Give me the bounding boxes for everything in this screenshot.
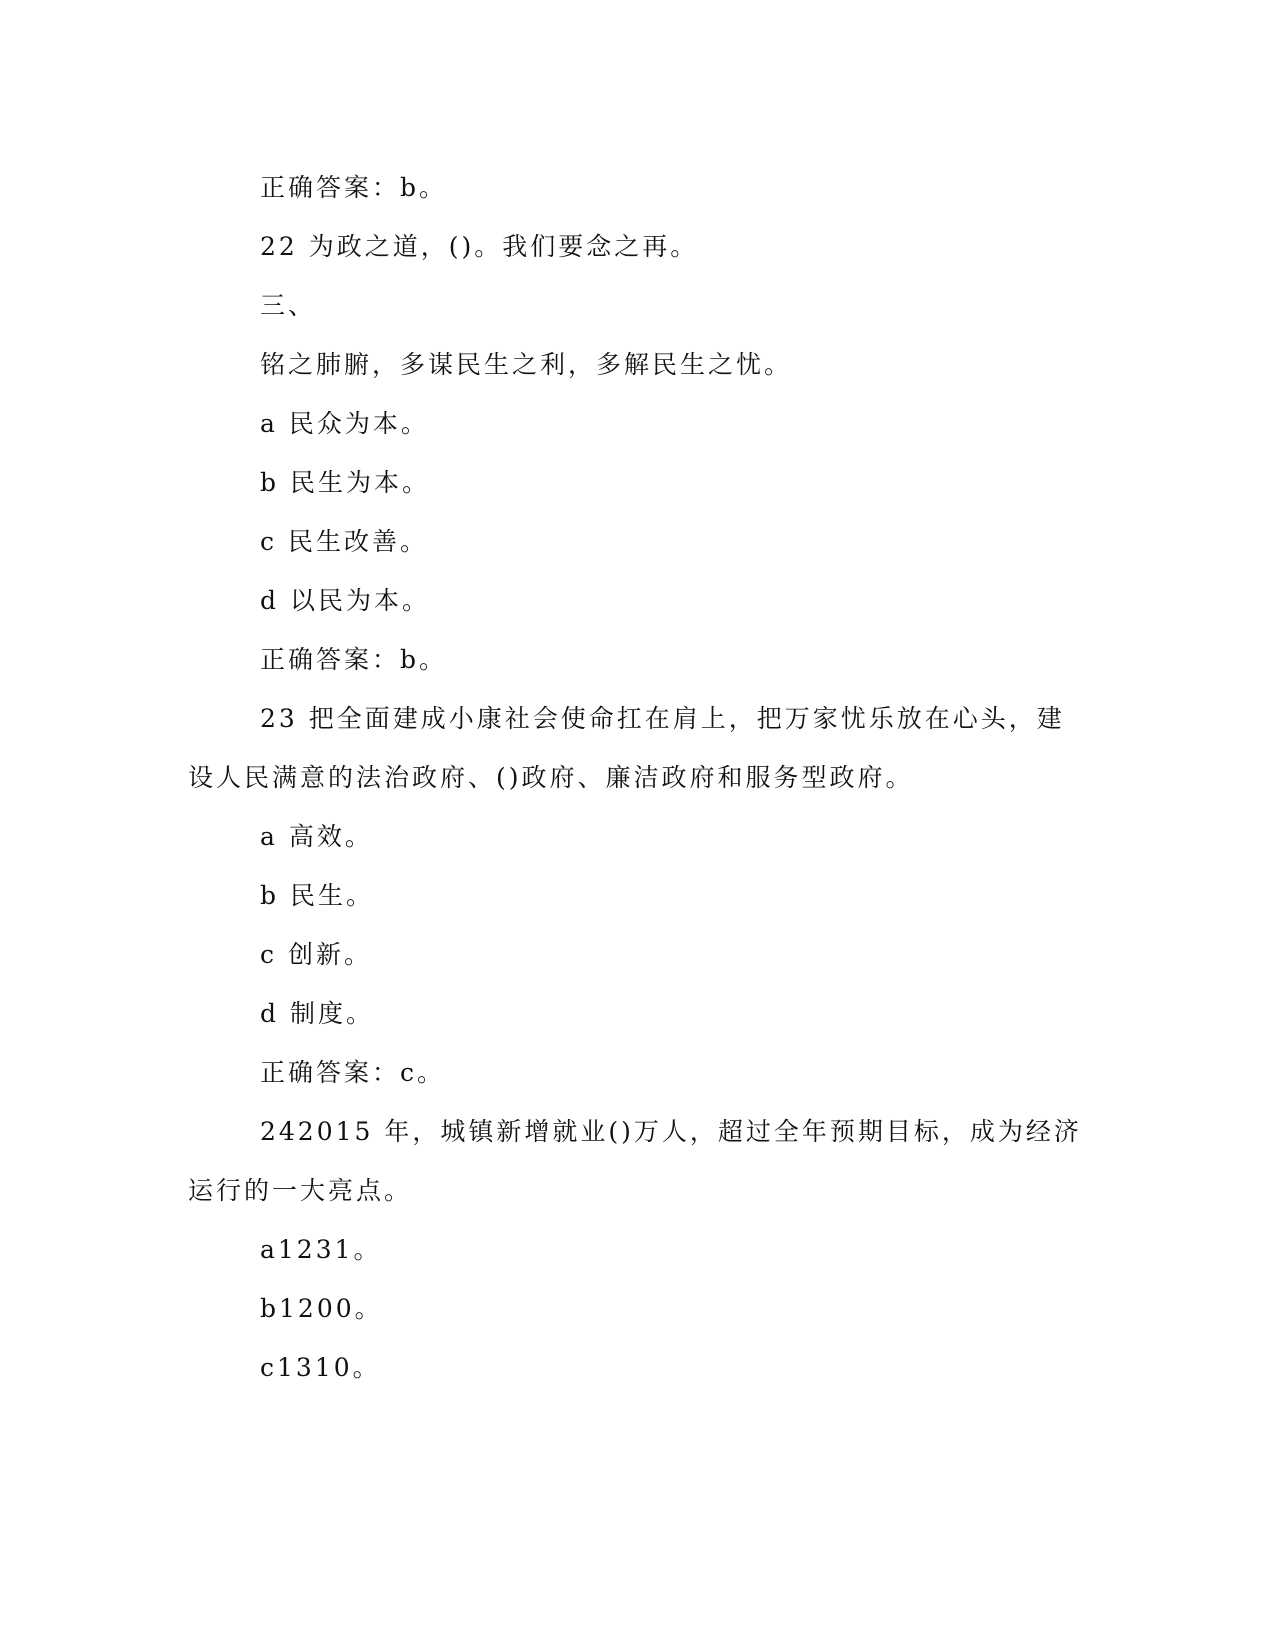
option-d: d 以民为本。 — [260, 586, 430, 615]
question-23-continuation: 设人民满意的法治政府、()政府、廉洁政府和服务型政府。 — [188, 763, 914, 792]
option-c: c 创新。 — [260, 940, 372, 969]
question-24: 242015 年，城镇新增就业()万人，超过全年预期目标，成为经济 — [260, 1117, 1082, 1146]
question-22-continuation: 铭之肺腑，多谋民生之利，多解民生之忧。 — [260, 350, 793, 379]
question-24-continuation: 运行的一大亮点。 — [188, 1176, 413, 1205]
option-c: c1310。 — [260, 1353, 381, 1382]
option-c: c 民生改善。 — [260, 527, 428, 556]
option-a: a1231。 — [260, 1235, 382, 1264]
option-b: b 民生为本。 — [260, 468, 430, 497]
option-b: b1200。 — [260, 1294, 383, 1323]
option-b: b 民生。 — [260, 881, 374, 910]
section-marker: 三、 — [260, 291, 317, 320]
question-22: 22 为政之道，()。我们要念之再。 — [260, 232, 699, 261]
answer-line: 正确答案：b。 — [260, 173, 448, 202]
option-a: a 民众为本。 — [260, 409, 429, 438]
answer-line: 正确答案：b。 — [260, 645, 448, 674]
question-23: 23 把全面建成小康社会使命扛在肩上，把万家忧乐放在心头，建 — [260, 704, 1065, 733]
option-a: a 高效。 — [260, 822, 373, 851]
answer-line: 正确答案：c。 — [260, 1058, 446, 1087]
option-d: d 制度。 — [260, 999, 374, 1028]
